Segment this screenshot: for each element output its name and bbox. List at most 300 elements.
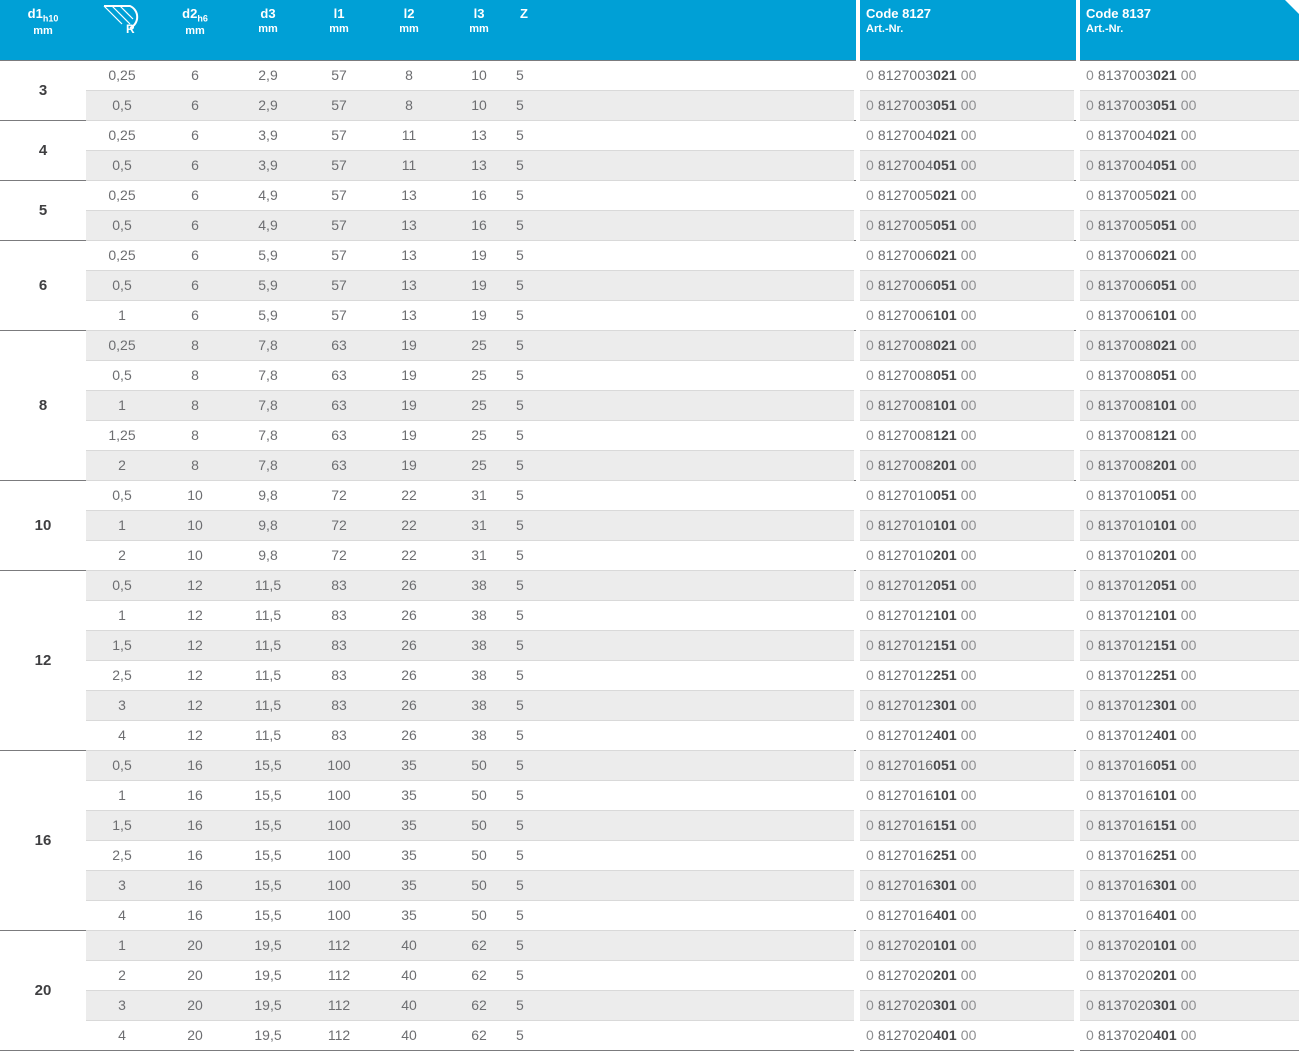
cell-z: 5 [514,121,854,151]
table-row [0,571,1299,601]
header-d2-unit: mm [185,24,205,37]
cell-l3: 31 [444,481,514,511]
cell-l2: 35 [374,811,444,841]
table-row [0,301,1299,331]
cell-art-nr-8137: 0 8137012401 00 [1078,721,1299,751]
cell-d3: 19,5 [232,961,304,991]
cell-l3: 19 [444,301,514,331]
cell-art-nr-8137: 0 8137016151 00 [1078,811,1299,841]
cell-art-nr-8137: 0 8137004051 00 [1078,151,1299,181]
cell-art-nr-8137: 0 8137016101 00 [1078,781,1299,811]
cell-l1: 83 [304,631,374,661]
cell-l2: 13 [374,211,444,241]
table-row [0,1021,1299,1051]
cell-corner-radius: 0,25 [86,61,158,91]
table-row [0,931,1299,961]
cell-l2: 19 [374,421,444,451]
cell-corner-radius: 0,5 [86,481,158,511]
cell-z: 5 [514,541,854,571]
cell-d3: 15,5 [232,901,304,931]
cell-d1: 12 [0,571,86,751]
cell-corner-radius: 1 [86,781,158,811]
table-row [0,331,1299,361]
cell-corner-radius: 3 [86,691,158,721]
table-row [0,211,1299,241]
cell-d3: 4,9 [232,211,304,241]
cell-z: 5 [514,511,854,541]
cell-z: 5 [514,151,854,181]
cell-z: 5 [514,721,854,751]
cell-art-nr-8137: 0 8137006051 00 [1078,271,1299,301]
cell-l3: 62 [444,1021,514,1051]
cell-d2: 6 [158,61,232,91]
cell-l3: 25 [444,391,514,421]
cell-d3: 7,8 [232,391,304,421]
cell-l2: 11 [374,151,444,181]
cell-l2: 8 [374,91,444,121]
cell-l3: 10 [444,91,514,121]
cell-art-nr-8137: 0 8137012151 00 [1078,631,1299,661]
cell-d2: 16 [158,781,232,811]
cell-art-nr-8137: 0 8137020301 00 [1078,991,1299,1021]
cell-d3: 5,9 [232,271,304,301]
cell-d1: 6 [0,241,86,331]
cell-d3: 3,9 [232,151,304,181]
cell-z: 5 [514,781,854,811]
table-row [0,631,1299,661]
cell-l1: 112 [304,1021,374,1051]
header-l2 [374,0,444,61]
cell-d3: 9,8 [232,511,304,541]
cell-d2: 10 [158,541,232,571]
cell-z: 5 [514,61,854,91]
cell-d3: 15,5 [232,781,304,811]
cell-corner-radius: 2,5 [86,841,158,871]
cell-art-nr-8137: 0 8137005051 00 [1078,211,1299,241]
cell-corner-radius: 3 [86,871,158,901]
cell-l1: 100 [304,751,374,781]
cell-art-nr-8137: 0 8137016251 00 [1078,841,1299,871]
header-l1 [304,0,374,61]
table-row [0,661,1299,691]
cell-art-nr-8127: 0 8127003051 00 [858,91,1074,121]
cell-l2: 40 [374,961,444,991]
cell-art-nr-8127: 0 8127005021 00 [858,181,1074,211]
cell-z: 5 [514,1021,854,1051]
header-code-8137-subtitle: Art.-Nr. [1086,22,1124,35]
cell-z: 5 [514,361,854,391]
cell-l1: 63 [304,331,374,361]
cell-l2: 35 [374,751,444,781]
header-d1-tolerance: h10 [42,13,59,24]
header-d2-label: d2 [182,6,198,21]
cell-art-nr-8137: 0 8137012301 00 [1078,691,1299,721]
cell-d3: 9,8 [232,541,304,571]
cell-art-nr-8127: 0 8127020201 00 [858,961,1074,991]
cell-l2: 26 [374,601,444,631]
cell-art-nr-8127: 0 8127016101 00 [858,781,1074,811]
table-row [0,451,1299,481]
cell-d2: 12 [158,721,232,751]
cell-l2: 13 [374,271,444,301]
cell-d2: 16 [158,901,232,931]
cell-l1: 100 [304,871,374,901]
cell-d2: 8 [158,331,232,361]
cell-z: 5 [514,571,854,601]
cell-corner-radius: 3 [86,991,158,1021]
cell-l2: 35 [374,781,444,811]
cell-l3: 19 [444,271,514,301]
cell-d2: 8 [158,421,232,451]
header-l2-label: l2 [403,6,415,21]
cell-d3: 7,8 [232,451,304,481]
cell-d1: 8 [0,331,86,481]
cell-l2: 13 [374,181,444,211]
cell-l2: 26 [374,691,444,721]
cell-l2: 19 [374,361,444,391]
cell-l1: 83 [304,691,374,721]
cell-art-nr-8137: 0 8137020201 00 [1078,961,1299,991]
table-row [0,481,1299,511]
cell-d1: 5 [0,181,86,241]
table-row [0,811,1299,841]
cell-z: 5 [514,661,854,691]
table-row [0,841,1299,871]
cell-d3: 7,8 [232,361,304,391]
header-d3 [232,0,304,61]
cell-art-nr-8127: 0 8127016301 00 [858,871,1074,901]
header-l1-unit: mm [329,22,349,35]
cell-l1: 112 [304,931,374,961]
header-d1 [0,0,86,61]
cell-d3: 11,5 [232,601,304,631]
cell-art-nr-8137: 0 8137006101 00 [1078,301,1299,331]
cell-corner-radius: 1,25 [86,421,158,451]
cell-l1: 72 [304,511,374,541]
cell-art-nr-8127: 0 8127008121 00 [858,421,1074,451]
cell-art-nr-8127: 0 8127020101 00 [858,931,1074,961]
cell-l2: 22 [374,511,444,541]
cell-z: 5 [514,631,854,661]
header-code-8137-title: Code 8137 [1086,6,1152,21]
table-row [0,691,1299,721]
cell-d3: 15,5 [232,841,304,871]
cell-d1: 4 [0,121,86,181]
cell-d3: 15,5 [232,811,304,841]
cell-l1: 112 [304,991,374,1021]
cell-d2: 12 [158,571,232,601]
cell-l3: 38 [444,661,514,691]
cell-art-nr-8137: 0 8137004021 00 [1078,121,1299,151]
table-row [0,541,1299,571]
cell-d3: 9,8 [232,481,304,511]
cell-l2: 26 [374,721,444,751]
table-row [0,721,1299,751]
cell-l2: 22 [374,541,444,571]
cell-corner-radius: 0,5 [86,271,158,301]
cell-d2: 20 [158,961,232,991]
table-row [0,361,1299,391]
cell-corner-radius: 0,5 [86,91,158,121]
header-d3-label: d3 [260,6,276,21]
cell-l3: 13 [444,151,514,181]
cell-z: 5 [514,871,854,901]
cell-d2: 20 [158,1021,232,1051]
cell-d2: 6 [158,301,232,331]
cell-d3: 7,8 [232,331,304,361]
cell-d3: 7,8 [232,421,304,451]
header-code-8127-title: Code 8127 [866,6,932,21]
cell-l2: 40 [374,991,444,1021]
cell-corner-radius: 1,5 [86,631,158,661]
cell-z: 5 [514,301,854,331]
cell-corner-radius: 1 [86,511,158,541]
cell-art-nr-8137: 0 8137008051 00 [1078,361,1299,391]
cell-l3: 50 [444,841,514,871]
table-row [0,391,1299,421]
cell-l2: 8 [374,61,444,91]
cell-d3: 2,9 [232,61,304,91]
table-row [0,961,1299,991]
cell-l2: 40 [374,1021,444,1051]
cell-d3: 15,5 [232,751,304,781]
cell-z: 5 [514,181,854,211]
cell-corner-radius: 0,25 [86,121,158,151]
table-row [0,61,1299,91]
cell-corner-radius: 2,5 [86,661,158,691]
cell-l1: 63 [304,451,374,481]
cell-l1: 57 [304,211,374,241]
cell-l2: 13 [374,301,444,331]
cell-l1: 63 [304,391,374,421]
cell-z: 5 [514,91,854,121]
table-row [0,511,1299,541]
header-l3-unit: mm [469,22,489,35]
cell-corner-radius: 1,5 [86,811,158,841]
cell-art-nr-8137: 0 8137006021 00 [1078,241,1299,271]
cell-d2: 6 [158,91,232,121]
cell-art-nr-8137: 0 8137008101 00 [1078,391,1299,421]
cell-l1: 100 [304,781,374,811]
cell-d3: 3,9 [232,121,304,151]
cell-d2: 10 [158,481,232,511]
cell-l3: 38 [444,691,514,721]
cell-l3: 50 [444,811,514,841]
table-body [0,61,1299,1051]
cell-d2: 6 [158,211,232,241]
cell-d2: 8 [158,391,232,421]
cell-z: 5 [514,421,854,451]
cell-l3: 62 [444,991,514,1021]
cell-art-nr-8137: 0 8137012051 00 [1078,571,1299,601]
cell-art-nr-8127: 0 8127016251 00 [858,841,1074,871]
cell-d3: 5,9 [232,241,304,271]
cell-d3: 4,9 [232,181,304,211]
cell-art-nr-8137: 0 8137008121 00 [1078,421,1299,451]
cell-l1: 112 [304,961,374,991]
cell-art-nr-8127: 0 8127008051 00 [858,361,1074,391]
cell-d3: 11,5 [232,691,304,721]
cell-l1: 72 [304,541,374,571]
cell-art-nr-8127: 0 8127008201 00 [858,451,1074,481]
cell-l1: 100 [304,841,374,871]
cell-corner-radius: 1 [86,301,158,331]
cell-d2: 6 [158,151,232,181]
cell-art-nr-8137: 0 8137016401 00 [1078,901,1299,931]
cell-d2: 6 [158,241,232,271]
cell-corner-radius: 0,25 [86,331,158,361]
cell-z: 5 [514,901,854,931]
cell-l2: 19 [374,391,444,421]
table-header [0,0,1299,61]
cell-l3: 50 [444,901,514,931]
cell-z: 5 [514,691,854,721]
header-d3-unit: mm [258,22,278,35]
cell-art-nr-8127: 0 8127010101 00 [858,511,1074,541]
cell-l3: 31 [444,541,514,571]
cell-l1: 57 [304,241,374,271]
cell-d3: 19,5 [232,931,304,961]
cell-corner-radius: 0,5 [86,751,158,781]
cell-art-nr-8137: 0 8137003051 00 [1078,91,1299,121]
table-row [0,151,1299,181]
cell-d1: 20 [0,931,86,1051]
cell-l3: 38 [444,601,514,631]
header-l3 [444,0,514,61]
cell-art-nr-8127: 0 8127010201 00 [858,541,1074,571]
cell-l2: 35 [374,871,444,901]
cell-art-nr-8137: 0 8137010101 00 [1078,511,1299,541]
cell-z: 5 [514,451,854,481]
cell-art-nr-8127: 0 8127005051 00 [858,211,1074,241]
cell-l2: 13 [374,241,444,271]
cell-l2: 22 [374,481,444,511]
cell-d2: 6 [158,121,232,151]
header-l3-label: l3 [473,6,485,21]
cell-corner-radius: 0,5 [86,571,158,601]
corner-radius-r-label: R [126,22,135,36]
cell-art-nr-8127: 0 8127006051 00 [858,271,1074,301]
cell-art-nr-8127: 0 8127012251 00 [858,661,1074,691]
cell-art-nr-8127: 0 8127010051 00 [858,481,1074,511]
cell-l2: 40 [374,931,444,961]
cell-z: 5 [514,751,854,781]
header-d1-label: d1 [27,6,43,21]
cell-z: 5 [514,811,854,841]
cell-art-nr-8127: 0 8127003021 00 [858,61,1074,91]
cell-l3: 38 [444,571,514,601]
cell-d2: 8 [158,361,232,391]
table-row [0,991,1299,1021]
cell-d2: 16 [158,871,232,901]
cell-art-nr-8127: 0 8127004021 00 [858,121,1074,151]
cell-l1: 57 [304,121,374,151]
cell-art-nr-8127: 0 8127006101 00 [858,301,1074,331]
cell-l1: 83 [304,571,374,601]
cell-corner-radius: 2 [86,541,158,571]
cell-l1: 100 [304,901,374,931]
cell-d2: 6 [158,181,232,211]
cell-d3: 19,5 [232,1021,304,1051]
cell-l2: 19 [374,331,444,361]
cell-l3: 62 [444,931,514,961]
cell-l3: 50 [444,781,514,811]
cell-d1: 3 [0,61,86,121]
cell-l3: 38 [444,631,514,661]
cell-art-nr-8137: 0 8137020101 00 [1078,931,1299,961]
cell-l1: 83 [304,721,374,751]
cell-z: 5 [514,241,854,271]
cell-corner-radius: 0,5 [86,211,158,241]
cell-d3: 19,5 [232,991,304,1021]
cell-corner-radius: 4 [86,1021,158,1051]
cell-l3: 50 [444,751,514,781]
cell-l3: 25 [444,331,514,361]
cell-d3: 15,5 [232,871,304,901]
corner-radius-icon [86,0,158,44]
cell-l1: 57 [304,301,374,331]
cell-l3: 50 [444,871,514,901]
cell-d2: 20 [158,991,232,1021]
cell-z: 5 [514,391,854,421]
cell-art-nr-8137: 0 8137010201 00 [1078,541,1299,571]
cell-art-nr-8127: 0 8127012301 00 [858,691,1074,721]
cell-art-nr-8127: 0 8127020401 00 [858,1021,1074,1051]
cell-l2: 26 [374,571,444,601]
cell-art-nr-8127: 0 8127012051 00 [858,571,1074,601]
cell-art-nr-8137: 0 8137005021 00 [1078,181,1299,211]
cell-l3: 25 [444,421,514,451]
cell-l1: 57 [304,271,374,301]
header-d1-unit: mm [33,24,53,37]
cell-l1: 57 [304,91,374,121]
cell-d2: 12 [158,691,232,721]
cell-art-nr-8137: 0 8137012101 00 [1078,601,1299,631]
table-row [0,871,1299,901]
cell-d3: 11,5 [232,721,304,751]
cell-corner-radius: 0,25 [86,181,158,211]
cell-z: 5 [514,211,854,241]
cell-l3: 25 [444,451,514,481]
cell-d2: 10 [158,511,232,541]
table-row [0,421,1299,451]
cell-l1: 57 [304,181,374,211]
cell-l3: 16 [444,181,514,211]
cell-art-nr-8127: 0 8127016401 00 [858,901,1074,931]
table-row [0,751,1299,781]
cell-l1: 72 [304,481,374,511]
cell-art-nr-8127: 0 8127020301 00 [858,991,1074,1021]
table-row [0,601,1299,631]
cell-l2: 19 [374,451,444,481]
cell-l3: 25 [444,361,514,391]
cell-art-nr-8127: 0 8127008101 00 [858,391,1074,421]
cell-corner-radius: 0,5 [86,361,158,391]
cell-l3: 62 [444,961,514,991]
cell-art-nr-8127: 0 8127008021 00 [858,331,1074,361]
cell-l1: 57 [304,151,374,181]
cell-l3: 10 [444,61,514,91]
table-row [0,901,1299,931]
cell-l1: 83 [304,601,374,631]
cell-corner-radius: 1 [86,601,158,631]
cell-z: 5 [514,481,854,511]
cell-corner-radius: 4 [86,721,158,751]
cell-d2: 6 [158,271,232,301]
cell-z: 5 [514,931,854,961]
cell-d3: 11,5 [232,571,304,601]
cell-corner-radius: 4 [86,901,158,931]
